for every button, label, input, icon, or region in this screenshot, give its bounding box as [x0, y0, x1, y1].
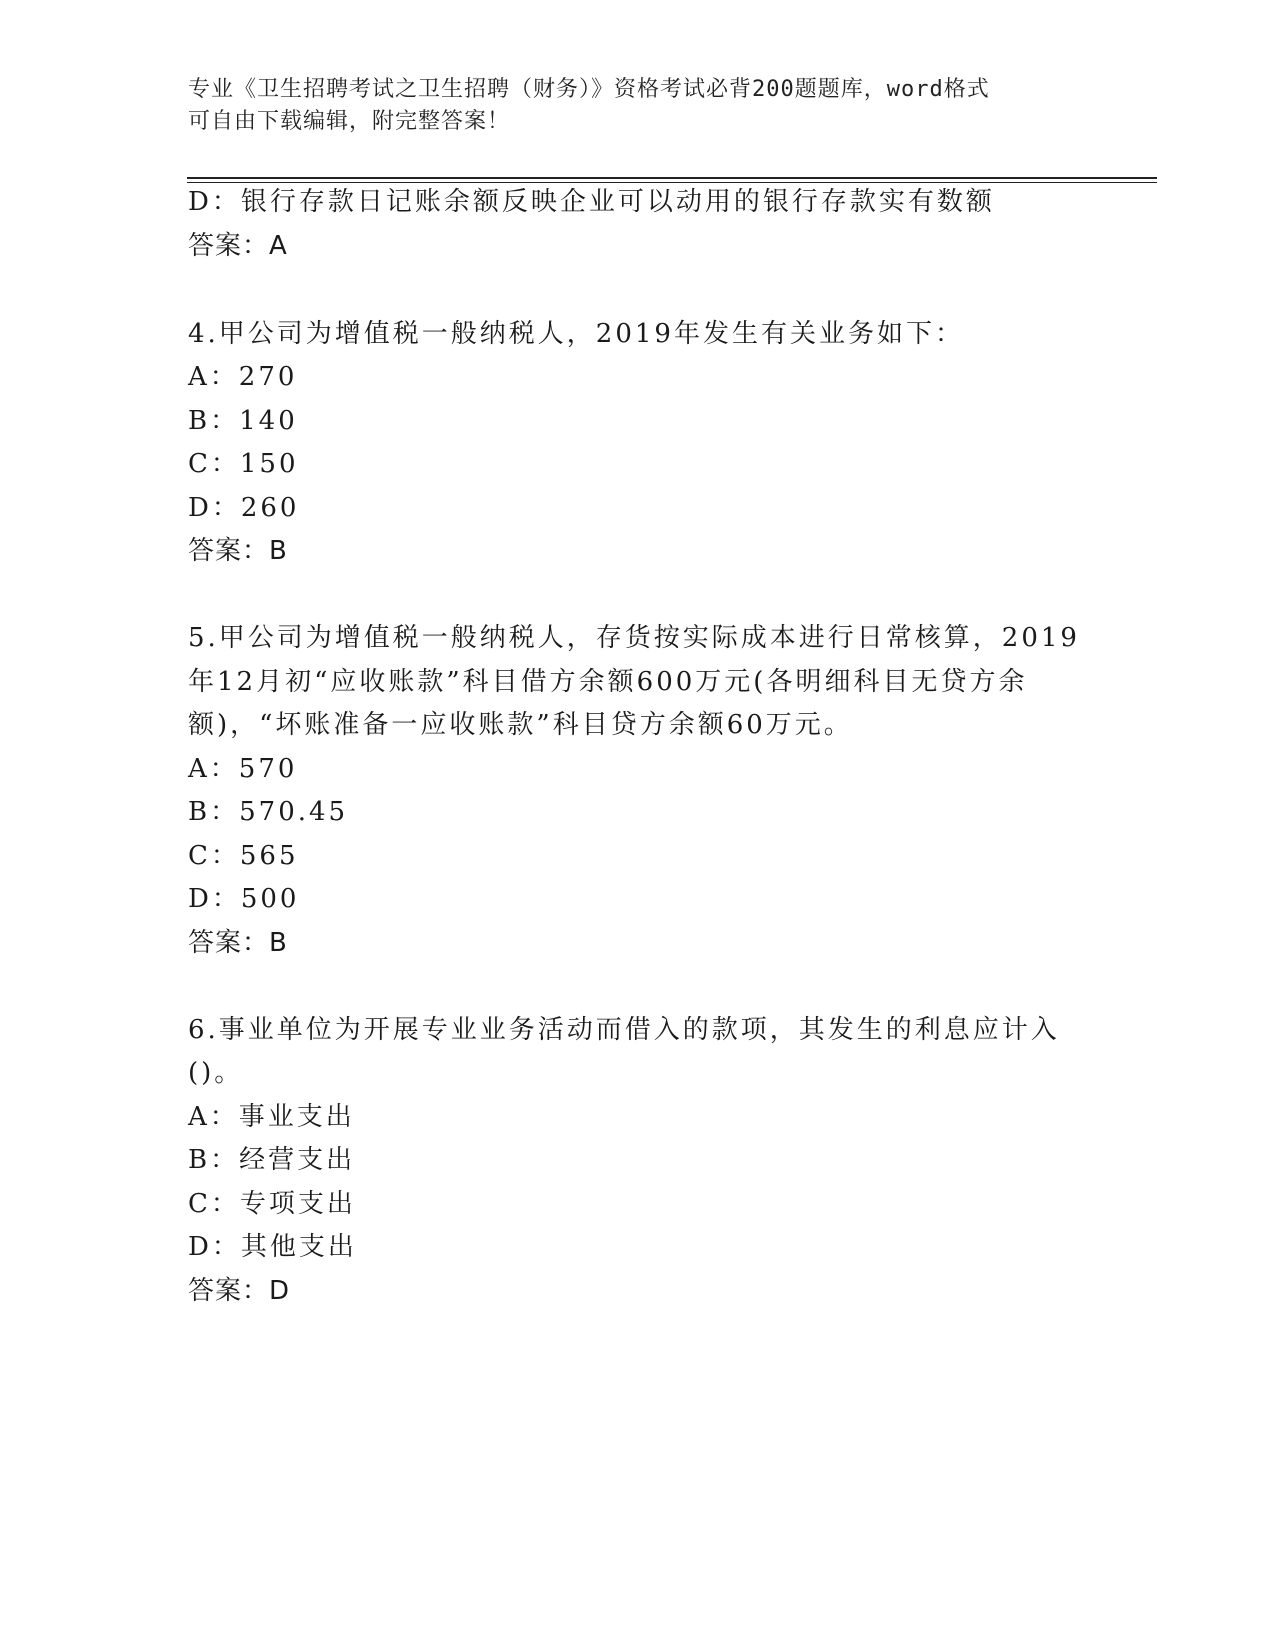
q5-option-b: B：570.45	[188, 797, 349, 827]
q5-stem-line-1: 5.甲公司为增值税一般纳税人，存货按实际成本进行日常核算，2019	[188, 623, 1080, 653]
q6-stem-line-2: ()。	[188, 1058, 244, 1088]
q4-answer: 答案：B	[188, 536, 288, 566]
q5-option-c: C：565	[188, 841, 299, 871]
q6-answer: 答案：D	[188, 1276, 291, 1306]
q6-option-a: A：事业支出	[188, 1102, 355, 1132]
q5-option-d: D：500	[188, 884, 300, 914]
q5-option-a: A：570	[188, 754, 298, 784]
q5-stem-line-2: 年12月初“应收账款”科目借方余额600万元(各明细科目无贷方余	[188, 667, 1028, 697]
document-header	[188, 74, 1068, 138]
prev-answer: 答案：A	[188, 231, 288, 261]
q6-option-b: B：经营支出	[188, 1145, 356, 1175]
q5-answer: 答案：B	[188, 928, 288, 958]
q4-option-a: A：270	[188, 362, 298, 392]
q5-stem-line-3: 额)，“坏账准备一应收账款”科目贷方余额60万元。	[188, 710, 853, 740]
q4-option-c: C：150	[188, 449, 299, 479]
header-title-line-1: 专业《卫生招聘考试之卫生招聘（财务）》资格考试必背200题题库，word格式	[188, 77, 990, 102]
header-title-line-2: 可自由下载编辑，附完整答案！	[188, 109, 511, 134]
q6-option-c: C：专项支出	[188, 1189, 356, 1219]
q4-stem: 4.甲公司为增值税一般纳税人，2019年发生有关业务如下：	[188, 319, 964, 349]
q6-option-d: D：其他支出	[188, 1232, 357, 1262]
q6-stem-line-1: 6.事业单位为开展专业业务活动而借入的款项，其发生的利息应计入	[188, 1015, 1060, 1045]
q4-option-d: D：260	[188, 493, 300, 523]
q4-option-b: B：140	[188, 406, 298, 436]
prev-option-d: D：银行存款日记账余额反映企业可以动用的银行存款实有数额	[188, 187, 995, 217]
